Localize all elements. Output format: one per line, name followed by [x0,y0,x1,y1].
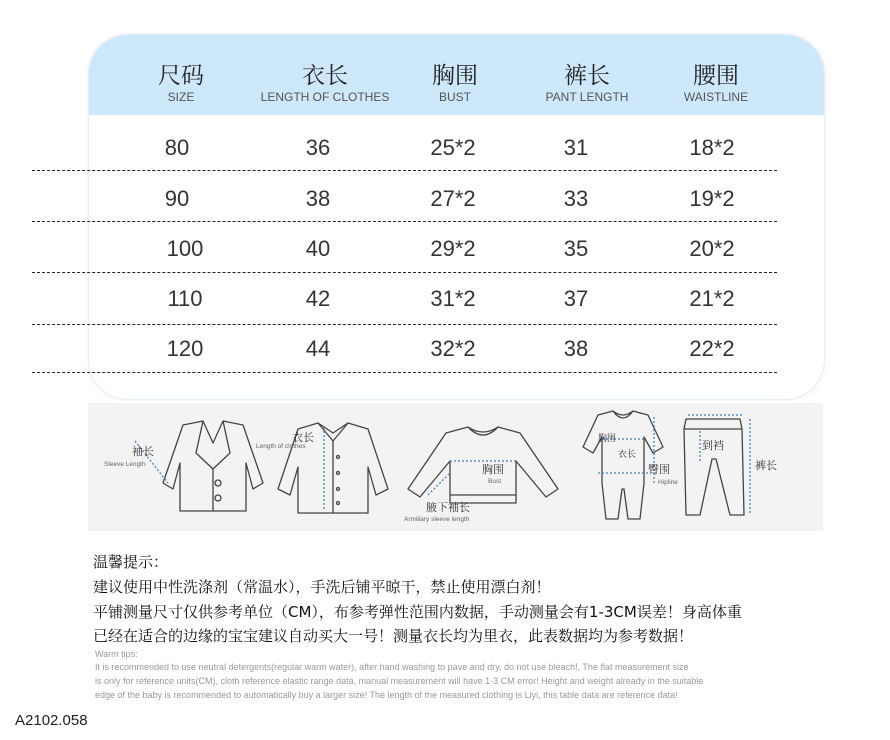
label-armpit-cn: 腋下袖长 [426,501,470,514]
cell-size: 90 [164,186,190,211]
header-size-en: SIZE [167,90,195,104]
header-pant-cn: 裤长 [564,63,610,89]
notes-line-1: 建议使用中性洗涤剂（常温水），手洗后铺平晾干，禁止使用漂白剂！ [93,578,551,596]
label-romper-bust: 胸围 [598,434,617,444]
row-divider [32,221,777,222]
label-romper-length: 衣长 [618,450,637,460]
notes-line-2: 平铺测量尺寸仅供参考单位（CM），布参考弹性范围内数据，手动测量会有1-3CM误差！身高体重 [93,603,742,621]
label-pant-length-cn: 裤长 [755,459,777,472]
cell-waist: 22*2 [689,336,735,361]
cell-pant: 33 [563,186,589,211]
header-bust-cn: 胸围 [432,63,478,89]
header-length-cn: 衣长 [302,63,348,89]
label-armpit-en: Armillary sleeve length [404,516,470,523]
header-waist-en: WAISTLINE [683,90,749,104]
table-row [32,274,777,326]
cell-size: 100 [166,236,204,261]
cell-waist: 20*2 [689,236,735,261]
row-divider [32,272,777,273]
header-waist-cn: 腰围 [693,63,739,89]
table-row [32,324,777,376]
cell-bust: 29*2 [430,236,476,261]
label-sleeve-en: Sleeve Length [104,461,146,468]
cell-waist: 21*2 [689,286,735,311]
label-length-cn: 衣长 [292,431,314,444]
cell-bust: 27*2 [430,186,476,211]
label-sleeve-cn: 袖长 [132,445,154,458]
cell-waist: 19*2 [689,186,735,211]
table-row [32,123,777,175]
cell-length: 42 [305,286,331,311]
cell-length: 40 [305,236,331,261]
notes-en-title: Warm tips: [95,649,138,659]
label-crotch-cn: 到裆 [702,439,724,452]
cell-pant: 35 [563,236,589,261]
label-hip-en: Hipline [658,479,678,486]
notes-en-line-2: is only for reference units(CM), cloth reference elastic range data, manual measurement will have 1-3 CM error! Height and weight already in the suitable [95,676,704,686]
notes-title: 温馨提示： [93,553,169,571]
table-row [32,174,777,226]
row-divider [32,372,777,373]
cell-pant: 37 [563,286,589,311]
label-bust-en: Bust [488,478,502,485]
header-pant-en: PANT LENGTH [545,90,629,104]
label-bust-cn: 胸围 [482,463,504,476]
header-length-en: LENGTH OF CLOTHES [260,90,390,104]
cell-pant: 31 [563,135,589,160]
cell-size: 80 [164,135,190,160]
header-bust-en: BUST [438,90,471,104]
row-divider [32,170,777,171]
header-size-cn: 尺码 [158,63,204,89]
notes-line-3: 已经在适合的边缘的宝宝建议自动买大一号！测量衣长均为里衣，此表数据均为参考数据！ [93,627,694,645]
cell-length: 44 [305,336,331,361]
cell-bust: 25*2 [430,135,476,160]
cell-pant: 38 [563,336,589,361]
notes-en-line-1: It is recommended to use neutral detergents(regular warm water), after hand washing to pave and dry, do not use bleach!, The flat measurement size [95,662,689,672]
cell-length: 36 [305,135,331,160]
label-hip-cn: 臀围 [648,463,670,476]
measurement-illustrations [88,403,823,531]
table-row [32,224,777,276]
cell-waist: 18*2 [689,135,735,160]
cell-size: 120 [166,336,204,361]
cell-length: 38 [305,186,331,211]
pants-illustration [684,419,744,515]
cell-size: 110 [167,286,203,311]
cell-bust: 32*2 [430,336,476,361]
jacket-illustration [163,421,263,511]
size-chart-header [89,35,824,115]
product-code: A2102.058 [15,712,88,729]
cell-bust: 31*2 [430,286,476,311]
label-length-en: Length of clothes [256,443,306,450]
notes-en-line-3: edge of the baby is recommended to automatically buy a larger size! The length of the measured clothing is Liyi, this table data are reference data! [95,690,678,700]
